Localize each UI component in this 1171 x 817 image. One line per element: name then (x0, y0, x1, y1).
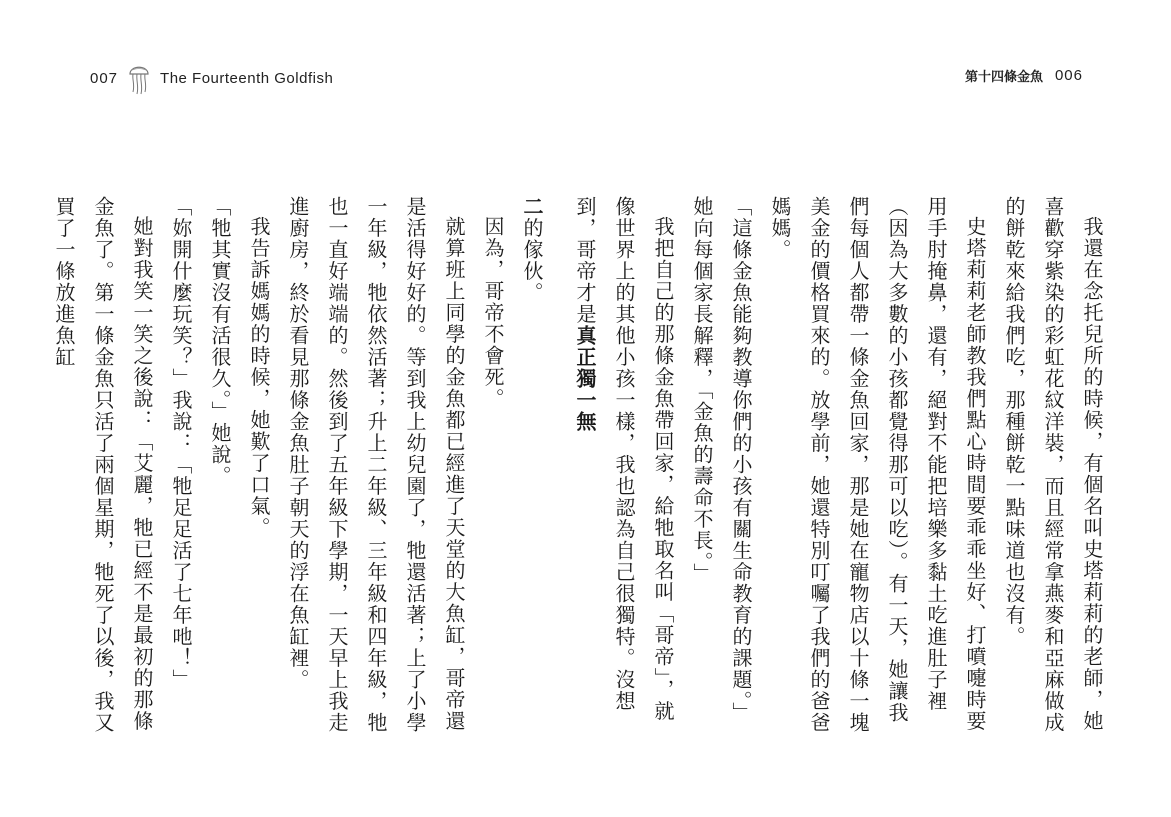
book-title: The Fourteenth Goldfish (160, 69, 334, 87)
paragraph: 「妳開什麼玩笑？」我說：「牠足足活了七年吔！」 (169, 196, 193, 691)
paragraph-text: 我把自己的那條金魚帶回家，給牠取名叫「哥帝」，就像世界上的其他小孩一樣，我也認為自己很獨特。沒想到，哥帝才是 (573, 196, 675, 722)
jellyfish-logo-icon (126, 60, 152, 96)
emphasis-text: 二 (520, 196, 544, 218)
right-page-number: 006 (1054, 67, 1083, 84)
paragraph: 「牠其實沒有活很久。」她說。 (208, 196, 232, 487)
chapter-title: 第十四條金魚 (964, 70, 1043, 85)
paragraph (512, 196, 551, 736)
emphasis-text: 真正獨一無 (573, 325, 597, 433)
paragraph-text: 的傢伙。 (520, 217, 544, 304)
left-page-number: 007 (90, 69, 119, 87)
paragraph: 就算班上同學的金魚都已經進了天堂的大魚缸，哥帝還是活得好好的。等到我上幼兒園了，牠還活著；上了小學一年級，牠依然活著；升上二年級、三年級和四年級，牠也一直好端端的。然後到了五年級下學期，一天早上我走進廚房，終於看見那條金魚肚子朝天的浮在魚缸裡。 (286, 196, 466, 734)
paragraph: 我還在念托兒所的時候，有個名叫史塔莉莉的老師，她喜歡穿紫染的彩虹花紋洋裝，而且經常拿燕麥和亞麻做成的餅乾來給我們吃，那種餅乾一點味道也沒有。 (1002, 196, 1104, 734)
right-page-body (573, 196, 1111, 736)
paragraph (565, 196, 682, 736)
paragraph: 她對我笑一笑之後說：「艾麗，牠已經不是最初的那條金魚了。第一條金魚只活了兩個星期，牠死了以後，我又買了一條放進魚缸 (52, 196, 154, 734)
left-page-body (52, 196, 551, 736)
paragraph: 「這條金魚能夠教導你們的小孩有關生命教育的課題。」她向每個家長解釋，「金魚的壽命不長。」 (690, 196, 753, 724)
left-page-header (90, 60, 333, 96)
paragraph: 因為，哥帝不會死。 (481, 216, 505, 410)
paragraph: 我告訴媽媽的時候，她歎了口氣。 (247, 216, 271, 539)
paragraph: 史塔莉莉老師教我們點心時間要乖乖坐好、打噴嚏時要用手肘掩鼻，還有，絕對不能把培樂多黏土吃進肚子裡（因為大多數的小孩都覺得那可以吃）。有一天，她讓我們每個人都帶一條金魚回家，那是她在寵物店以十條一塊美金的價格買來的。放學前，她還特別叮囑了我們的爸爸媽媽。 (768, 196, 987, 734)
right-page-header (965, 66, 1083, 85)
